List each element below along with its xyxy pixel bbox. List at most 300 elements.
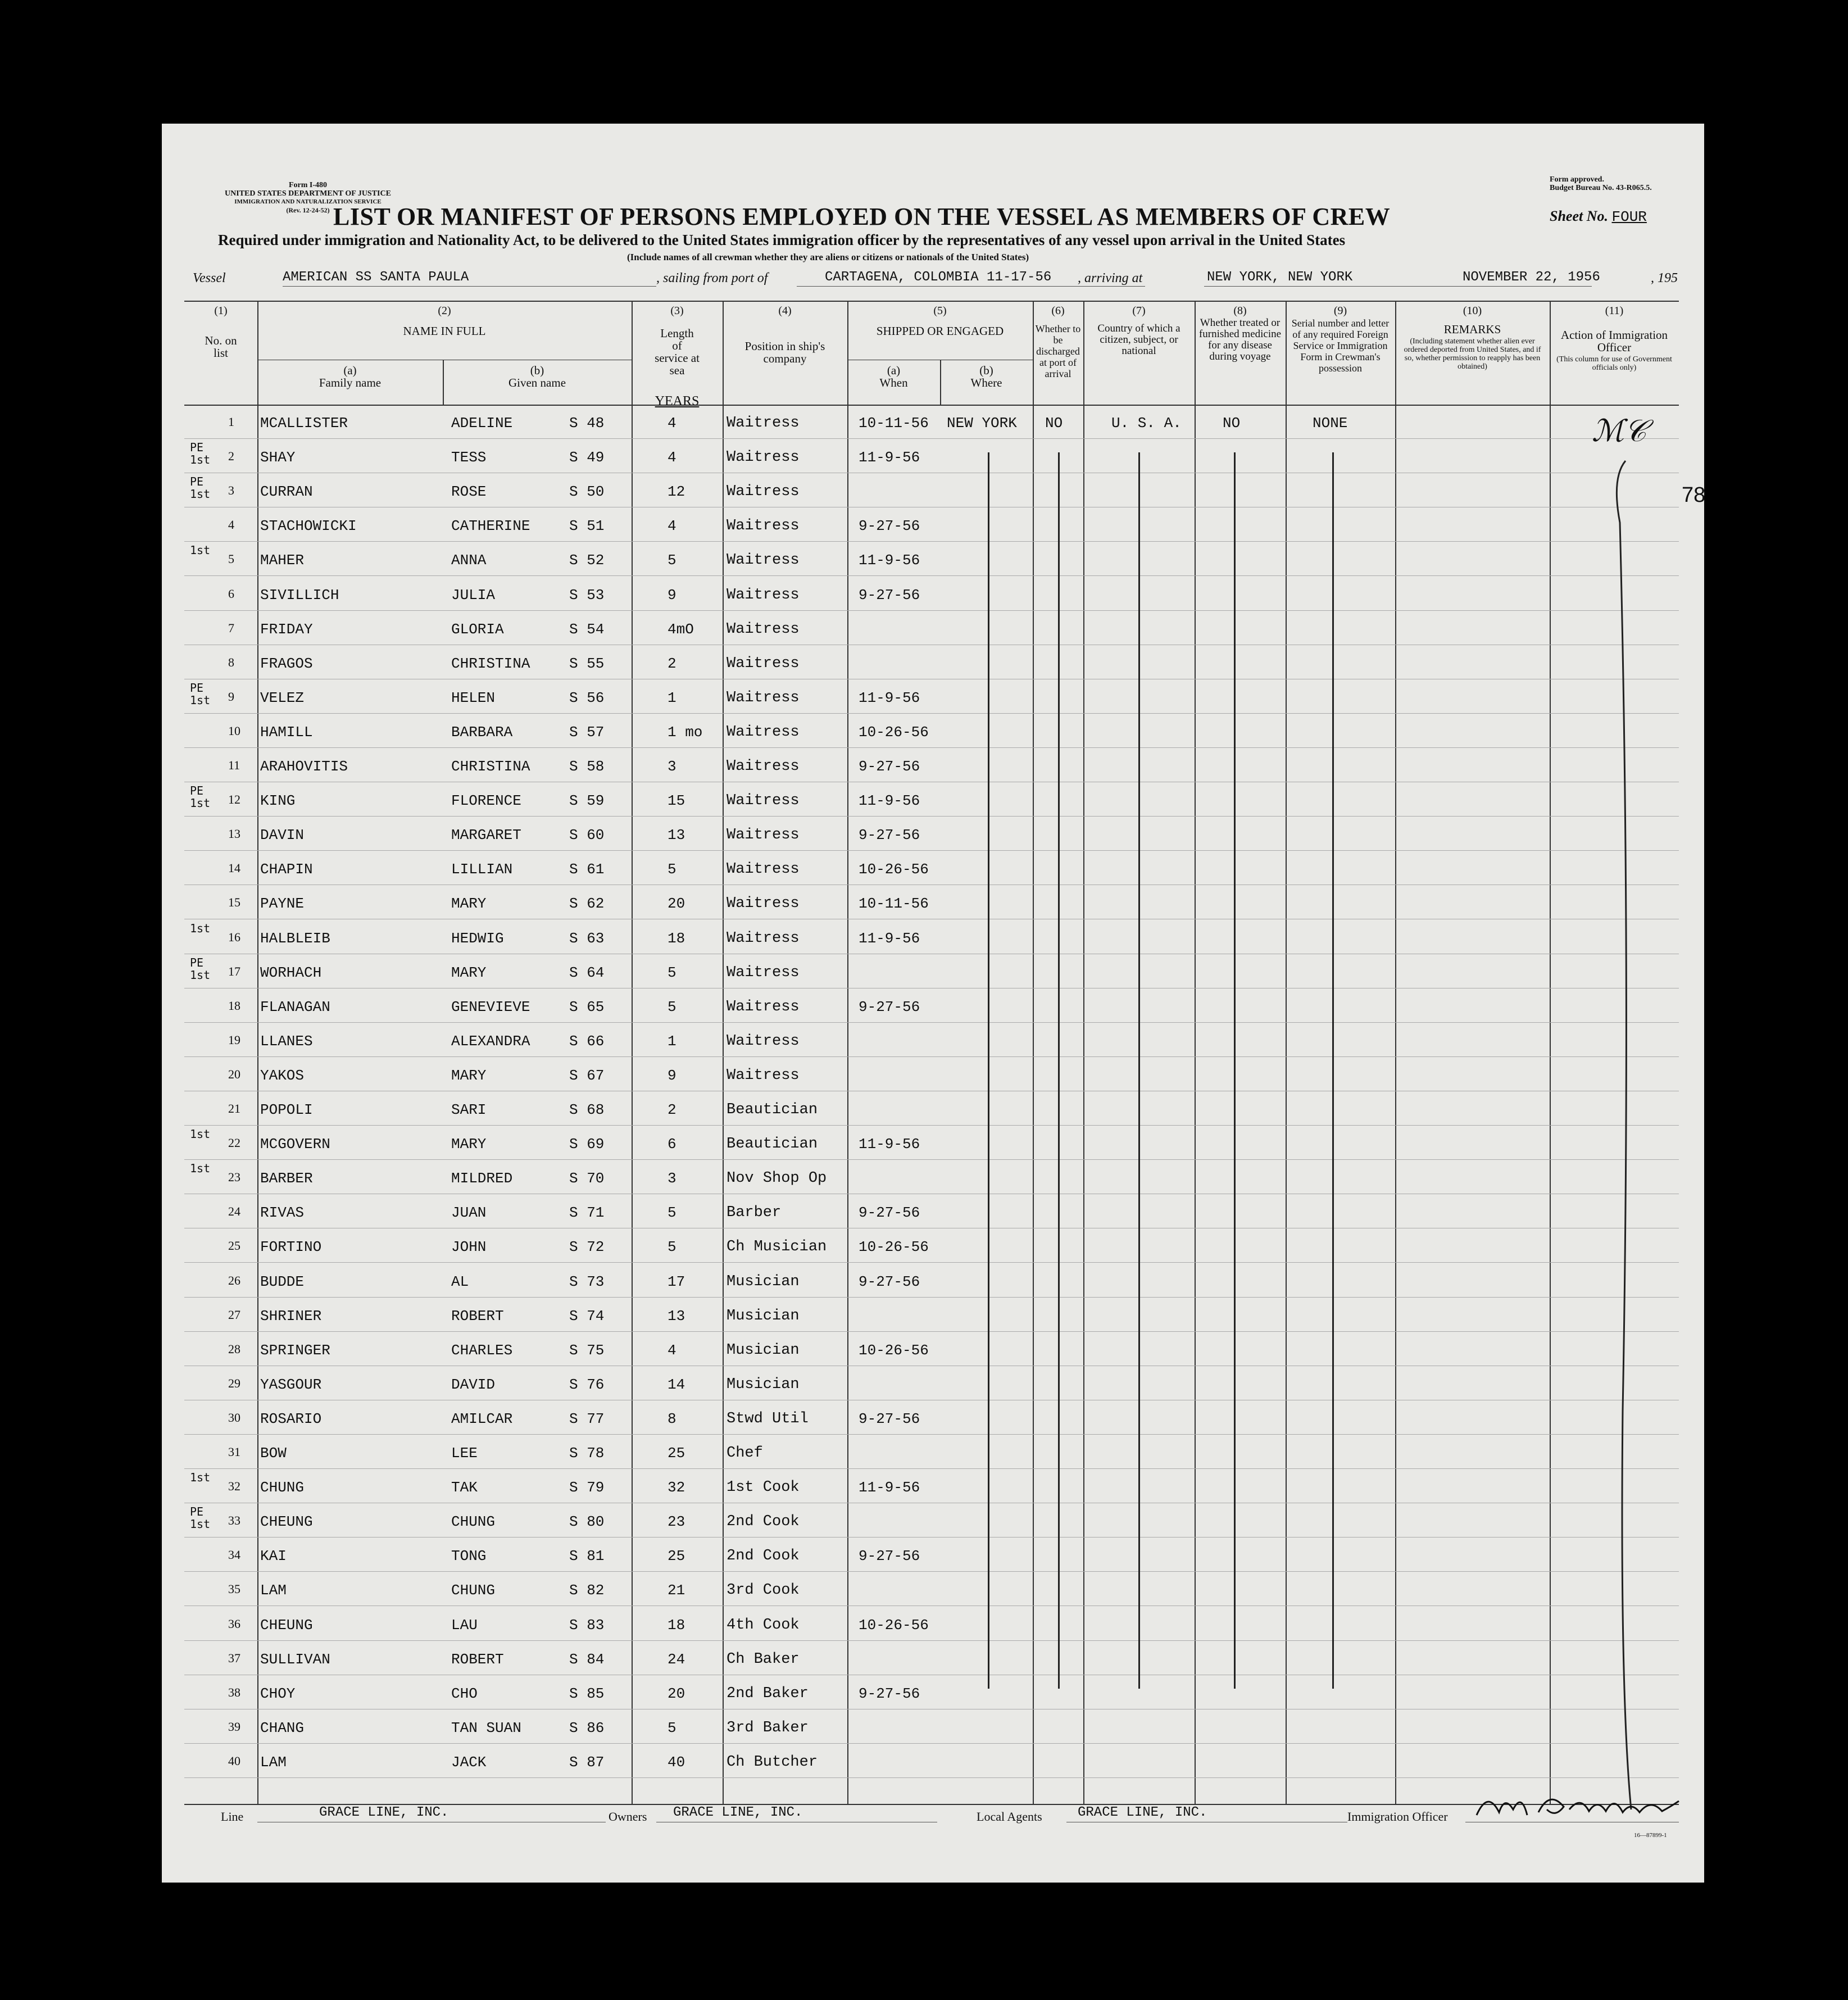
table-row [162,1607,1704,1641]
cell-family: FORTINO [260,1239,322,1256]
col6-number: (6) [1051,305,1065,317]
row-mark: 1st [190,1471,211,1485]
row-number: 24 [228,1204,240,1219]
cell-given: JOHN [451,1239,487,1256]
revision-line: (Rev. 12-24-52) [286,206,330,214]
cell-when: 9-27-56 [859,1410,920,1427]
table-row [162,1091,1704,1126]
cell-position: Ch Butcher [727,1753,818,1771]
cell-given: CHRISTINA [451,655,530,672]
cell-given: ANNA [451,552,487,569]
col1-number: (1) [214,305,228,317]
table-row [162,851,1704,885]
table-row [162,817,1704,851]
cell-code: S 51 [569,518,605,535]
cell-position: Waitress [727,1032,800,1050]
cell-when: 9-27-56 [859,586,920,604]
row-number: 1 [228,415,234,429]
cell-years: 5 [668,552,676,569]
col10-header: REMARKS [1443,323,1501,336]
cell-years: 9 [668,586,676,604]
row-number: 33 [228,1513,240,1528]
cell-code: S 76 [569,1376,605,1393]
cell-position: Waitress [727,827,800,844]
table-row [162,1366,1704,1400]
row-number: 17 [228,964,240,978]
cell-given: JACK [451,1753,487,1771]
cell-years: 2 [668,1101,676,1118]
year-suffix: , 195 [1651,271,1678,285]
row-number: 34 [228,1548,240,1562]
cell-when: 10-26-56 [859,1341,929,1359]
cell-years: 5 [668,964,676,981]
cell-given: CHUNG [451,1513,496,1531]
row-number: 13 [228,827,240,841]
cell-years: 4 [668,449,676,466]
cell-position: Waitress [727,689,800,706]
col3-unit: YEARS [655,394,700,409]
row-number: 29 [228,1376,240,1390]
cell-family: CHOY [260,1685,296,1702]
cell-when: 11-9-56 [859,1479,920,1496]
cell-years: 13 [668,1307,685,1325]
cell-position: 4th Cook [727,1616,800,1634]
row-number: 25 [228,1239,240,1253]
col8-number: (8) [1233,305,1247,317]
cell-position: Ch Baker [727,1650,800,1668]
row-number: 16 [228,929,240,944]
cell-years: 5 [668,1239,676,1256]
arriving-at: NEW YORK, NEW YORK [1207,270,1353,285]
col11-header: Action of Immigration Officer [1560,328,1668,354]
cell-where: NEW YORK [947,415,1017,432]
table-row [162,1469,1704,1503]
col9-number: (9) [1333,305,1347,317]
cell-when: 11-9-56 [859,552,920,569]
table-row [162,1057,1704,1091]
cell-family: STACHOWICKI [260,518,357,535]
cell-position: Stwd Util [727,1410,809,1427]
service-line: IMMIGRATION AND NATURALIZATION SERVICE [234,198,382,205]
cell-years: 5 [668,1719,676,1736]
cell-code: S 56 [569,689,605,706]
cell-family: LAM [260,1753,287,1771]
col2-number: (2) [438,305,451,317]
cell-years: 3 [668,758,676,775]
cell-family: SHAY [260,449,296,466]
table-row [162,920,1704,954]
cell-code: S 52 [569,552,605,569]
cell-family: ROSARIO [260,1410,322,1427]
cell-when: 11-9-56 [859,1136,920,1153]
table-row [162,577,1704,611]
cell-given: SARI [451,1101,487,1118]
sailing-from: CARTAGENA, COLOMBIA 11-17-56 [825,270,1052,285]
cell-years: 3 [668,1170,676,1187]
col7-header: Country of which a citizen, subject, or national [1097,323,1180,357]
cell-code: S 84 [569,1650,605,1668]
sailing-label: , sailing from port of [656,271,768,285]
row-number: 15 [228,895,240,910]
row-number: 11 [228,758,240,772]
cell-years: 23 [668,1513,685,1531]
cell-years: 14 [668,1376,685,1393]
row-number: 19 [228,1032,240,1047]
cell-position: Waitress [727,655,800,672]
row-number: 38 [228,1685,240,1699]
cell-family: HALBLEIB [260,929,330,947]
cell-given: CHARLES [451,1341,513,1359]
col6-header: Whether to be discharged at port of arrival [1035,323,1081,379]
row-number: 6 [228,586,234,601]
country-ditto-line [1138,452,1140,1689]
sheet-label: Sheet No. [1550,208,1608,224]
col9-header: Serial number and letter of any required Foreign Service or Immigration Form in Crewman's possession [1291,318,1390,374]
cell-given: TONG [451,1548,487,1565]
officer-signature [1471,1784,1684,1826]
sheet-number: FOUR [1611,208,1647,225]
cell-family: CHUNG [260,1479,305,1496]
cell-family: LLANES [260,1032,313,1050]
col5a-header: When [879,376,908,389]
col5b-number: (b) [979,364,993,377]
cell-given: MARY [451,1136,487,1153]
cell-code: S 49 [569,449,605,466]
table-row [162,405,1704,439]
cell-code: S 54 [569,620,605,638]
cell-code: S 60 [569,827,605,844]
row-number: 12 [228,792,240,807]
cell-given: ADELINE [451,415,513,432]
cell-years: 25 [668,1548,685,1565]
cell-given: ROSE [451,483,487,501]
cell-code: S 74 [569,1307,605,1325]
col5a-number: (a) [887,364,901,377]
cell-when: 9-27-56 [859,1548,920,1565]
cell-given: MILDRED [451,1170,513,1187]
cell-code: S 87 [569,1753,605,1771]
col5b-header: Where [970,376,1002,389]
table-row [162,1503,1704,1538]
cell-given: ROBERT [451,1307,504,1325]
cell-when: 11-9-56 [859,689,920,706]
cell-position: Waitress [727,552,800,569]
cell-position: Waitress [727,998,800,1015]
cell-code: S 79 [569,1479,605,1496]
cell-given: LILLIAN [451,861,513,878]
cell-position: Waitress [727,964,800,981]
col2b-number: (b) [530,364,544,377]
cell-years: 21 [668,1582,685,1599]
row-number: 32 [228,1479,240,1494]
table-row [162,611,1704,645]
cell-position: Musician [727,1341,800,1359]
cell-given: LEE [451,1445,478,1462]
cell-years: 12 [668,483,685,501]
cell-years: 15 [668,792,685,810]
cell-position: Beautician [727,1101,818,1118]
table-row [162,507,1704,542]
cell-given: CHO [451,1685,478,1702]
cell-when: 11-9-56 [859,792,920,810]
cell-given: TAN SUAN [451,1719,521,1736]
row-rule [184,1777,1679,1778]
row-number: 39 [228,1719,240,1734]
row-number: 20 [228,1067,240,1081]
cell-given: JULIA [451,586,496,604]
cell-family: BUDDE [260,1273,305,1290]
cell-position: Chef [727,1445,763,1462]
row-number: 14 [228,861,240,876]
cell-family: BOW [260,1445,287,1462]
cell-family: MCALLISTER [260,415,348,432]
table-row [162,1332,1704,1366]
cell-family: MCGOVERN [260,1136,330,1153]
cell-position: 3rd Baker [727,1719,809,1736]
cell-code: S 73 [569,1273,605,1290]
cell-code: S 57 [569,723,605,741]
cell-code: S 69 [569,1136,605,1153]
cell-years: 18 [668,929,685,947]
cell-code: S 59 [569,792,605,810]
cell-position: Ch Musician [727,1239,827,1256]
cell-given: AMILCAR [451,1410,513,1427]
cell-family: RIVAS [260,1204,305,1222]
stamp-number: 78 [1682,483,1706,507]
table-row [162,1400,1704,1435]
cell-code: S 82 [569,1582,605,1599]
col8-header: Whether treated or furnished medicine for any disease during voyage [1198,317,1282,362]
cell-years: 24 [668,1650,685,1668]
cell-family: BARBER [260,1170,313,1187]
row-mark: PE 1st [190,475,211,501]
cell-position: Beautician [727,1136,818,1153]
cell-position: Waitress [727,518,800,535]
officer-initials: ℳ𝒞 [1592,413,1647,448]
cell-given: HELEN [451,689,496,706]
row-number: 23 [228,1170,240,1185]
cell-years: 4 [668,415,676,432]
cell-code: S 85 [569,1685,605,1702]
cell-position: Musician [727,1273,800,1290]
cell-position: Nov Shop Op [727,1170,827,1187]
row-number: 5 [228,552,234,566]
owners-label: Owners [609,1809,647,1824]
table-row [162,988,1704,1023]
form-approved: Form approved. [1550,175,1604,184]
cell-when: 9-27-56 [859,1685,920,1702]
table-row [162,1263,1704,1298]
col1-header: No. on list [205,334,237,360]
cell-code: S 80 [569,1513,605,1531]
cell-position: Waitress [727,861,800,878]
cell-family: ARAHOVITIS [260,758,348,775]
owners-value: GRACE LINE, INC. [673,1805,803,1820]
cell-given: AL [451,1273,469,1290]
cell-position: 2nd Baker [727,1685,809,1702]
cell-family: SPRINGER [260,1341,330,1359]
line-value: GRACE LINE, INC. [319,1805,449,1820]
cell-position: 2nd Cook [727,1513,800,1531]
col10-number: (10) [1463,305,1482,317]
cell-when: 10-11-56 [859,415,929,432]
cell-when: 9-27-56 [859,827,920,844]
cell-years: 2 [668,655,676,672]
agents-value: GRACE LINE, INC. [1078,1805,1207,1820]
where-ditto-line [988,452,989,1689]
cell-years: 9 [668,1067,676,1084]
cell-code: S 72 [569,1239,605,1256]
cell-years: 13 [668,827,685,844]
cell-given: LAU [451,1616,478,1634]
crew-table [162,124,1704,1883]
cell-position: Waitress [727,1067,800,1084]
table-row [162,1023,1704,1057]
cell-given: MARY [451,1067,487,1084]
row-mark: PE 1st [190,681,211,707]
cell-position: Waitress [727,758,800,775]
table-row [162,1194,1704,1228]
table-row [162,645,1704,679]
cell-given: ALEXANDRA [451,1032,530,1050]
table-row [162,1228,1704,1263]
row-number: 10 [228,723,240,738]
manifest-title: LIST OR MANIFEST OF PERSONS EMPLOYED ON THE VESSEL AS MEMBERS OF CREW [333,203,1391,230]
cell-code: S 66 [569,1032,605,1050]
row-number: 30 [228,1410,240,1425]
cell-when: 9-27-56 [859,1273,920,1290]
cell-when: 10-11-56 [859,895,929,913]
manifest-sheet [162,124,1704,1883]
cell-family: CHEUNG [260,1513,313,1531]
cell-code: S 70 [569,1170,605,1187]
row-number: 3 [228,483,234,498]
cell-position: Waitress [727,929,800,947]
table-row [162,1298,1704,1332]
cell-position: Waitress [727,723,800,741]
cell-family: POPOLI [260,1101,313,1118]
col2a-header: Family name [319,376,382,389]
row-mark: PE 1st [190,1505,211,1531]
cell-years: 5 [668,861,676,878]
discharged-ditto-line [1058,452,1060,1689]
table-row [162,885,1704,919]
cell-given: CATHERINE [451,518,530,535]
table-row [162,542,1704,576]
cell-years: 8 [668,1410,676,1427]
cell-given: CHRISTINA [451,758,530,775]
manifest-date: NOVEMBER 22, 1956 [1463,270,1600,285]
cell-code: S 78 [569,1445,605,1462]
cell-position: Waitress [727,620,800,638]
col11-subheader: (This column for use of Government officials only) [1556,355,1672,372]
cell-code: S 81 [569,1548,605,1565]
cell-when: 10-26-56 [859,861,929,878]
cell-family: YAKOS [260,1067,305,1084]
cell-years: 20 [668,1685,685,1702]
cell-years: 17 [668,1273,685,1290]
col4-number: (4) [778,305,792,317]
table-row [162,1160,1704,1194]
cell-when: 11-9-56 [859,449,920,466]
cell-family: CHAPIN [260,861,313,878]
print-code: 16—87899-1 [1634,1832,1667,1839]
row-mark: 1st [190,1162,211,1176]
row-number: 31 [228,1445,240,1459]
cell-position: Waitress [727,415,800,432]
row-number: 21 [228,1101,240,1115]
cell-years: 1 [668,1032,676,1050]
cell-discharged: NO [1045,415,1063,432]
officer-label: Immigration Officer [1347,1809,1448,1824]
form-number: Form I-480 [288,181,328,189]
cell-code: S 86 [569,1719,605,1736]
cell-family: CHANG [260,1719,305,1736]
row-mark: 1st [190,543,211,557]
cell-code: S 83 [569,1616,605,1634]
cell-given: CHUNG [451,1582,496,1599]
col3-header: Length of service at sea [655,326,700,377]
cell-position: Waitress [727,586,800,604]
row-number: 22 [228,1136,240,1150]
row-number: 35 [228,1582,240,1597]
vessel-label: Vessel [193,271,226,285]
col11-number: (11) [1605,305,1624,317]
cell-given: DAVID [451,1376,496,1393]
table-row [162,1435,1704,1469]
cell-code: S 77 [569,1410,605,1427]
cell-family: CURRAN [260,483,313,501]
cell-family: CHEUNG [260,1616,313,1634]
table-row [162,439,1704,473]
cell-family: SULLIVAN [260,1650,330,1668]
row-mark: PE 1st [190,955,211,982]
cell-family: YASGOUR [260,1376,322,1393]
cell-country: U. S. A. [1111,415,1182,432]
table-row [162,1675,1704,1709]
table-row [162,714,1704,748]
cell-years: 18 [668,1616,685,1634]
agents-label: Local Agents [977,1809,1042,1824]
manifest-note: (Include names of all crewman whether they are aliens or citizens or nationals of the United States) [627,252,1029,262]
cell-code: S 62 [569,895,605,913]
cell-years: 40 [668,1753,685,1771]
cell-family: FRIDAY [260,620,313,638]
cell-position: Musician [727,1307,800,1325]
line-label: Line [221,1809,244,1824]
row-number: 27 [228,1307,240,1322]
cell-given: MARGARET [451,827,521,844]
col4-header: Position in ship's company [744,339,825,365]
cell-when: 10-26-56 [859,1239,929,1256]
cell-years: 20 [668,895,685,913]
cell-code: S 53 [569,586,605,604]
row-number: 8 [228,655,234,669]
cell-position: Waitress [727,895,800,913]
cell-given: MARY [451,895,487,913]
col5-header: SHIPPED OR ENGAGED [876,324,1004,338]
col2b-header: Given name [508,376,566,389]
cell-treated: NO [1223,415,1241,432]
cell-position: 2nd Cook [727,1548,800,1565]
table-row [162,473,1704,507]
cell-position: Waitress [727,449,800,466]
cell-years: 1 [668,689,676,706]
officer-bracket [1609,455,1642,1815]
col10-subheader: (Including statement whether alien ever ordered deported from United States, and if so, whether permission to reapply has been obtained) [1404,337,1541,371]
cell-given: HEDWIG [451,929,504,947]
col2-header: NAME IN FULL [403,324,486,338]
